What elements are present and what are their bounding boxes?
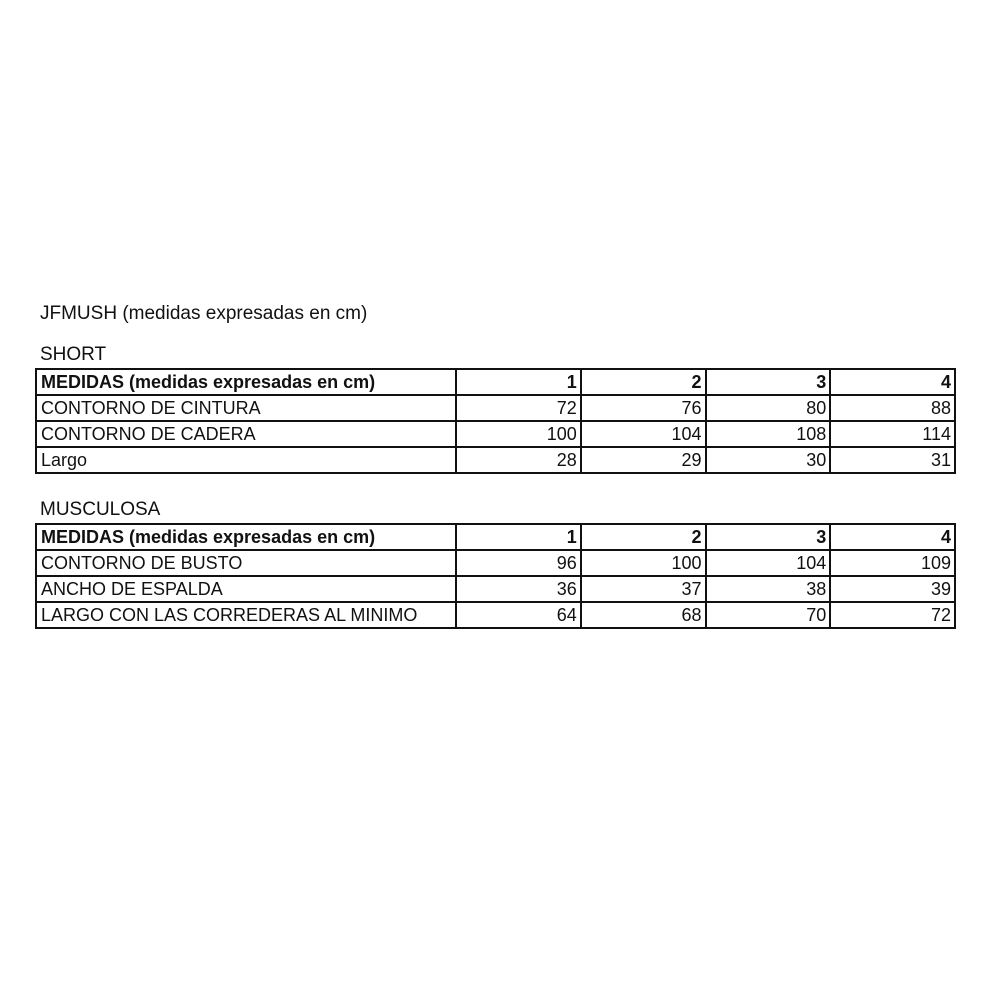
value-cell: 72 [830,602,955,628]
value-cell: 114 [830,421,955,447]
value-cell: 76 [581,395,706,421]
value-cell: 64 [456,602,581,628]
value-cell: 29 [581,447,706,473]
value-cell: 39 [830,576,955,602]
size-header-cell: 2 [581,524,706,550]
size-header-cell: 4 [830,369,955,395]
value-cell: 88 [830,395,955,421]
value-cell: 37 [581,576,706,602]
value-cell: 104 [581,421,706,447]
table-row [36,550,955,576]
value-cell: 68 [581,602,706,628]
size-header-cell: 3 [706,524,831,550]
value-cell: 36 [456,576,581,602]
row-label-cell: CONTORNO DE CADERA [36,421,456,447]
value-cell: 109 [830,550,955,576]
table-row [36,576,955,602]
value-cell: 28 [456,447,581,473]
table-header-row [36,369,955,395]
value-cell: 38 [706,576,831,602]
value-cell: 70 [706,602,831,628]
table-row [36,421,955,447]
table-row [36,602,955,628]
short-measurements-table [35,368,956,474]
row-label-cell: LARGO CON LAS CORREDERAS AL MINIMO [36,602,456,628]
row-label-cell: Largo [36,447,456,473]
size-header-cell: 1 [456,524,581,550]
size-header-cell: 3 [706,369,831,395]
table-row [36,395,955,421]
size-header-cell: 2 [581,369,706,395]
value-cell: 31 [830,447,955,473]
short-section-title: SHORT [40,344,107,365]
row-label-cell: CONTORNO DE CINTURA [36,395,456,421]
musculosa-section-title: MUSCULOSA [40,499,161,520]
header-label-cell: MEDIDAS (medidas expresadas en cm) [36,524,456,550]
value-cell: 96 [456,550,581,576]
table-row [36,447,955,473]
header-label-cell: MEDIDAS (medidas expresadas en cm) [36,369,456,395]
musculosa-measurements-table [35,523,956,629]
value-cell: 30 [706,447,831,473]
value-cell: 108 [706,421,831,447]
value-cell: 72 [456,395,581,421]
table-header-row [36,524,955,550]
value-cell: 80 [706,395,831,421]
document-title: JFMUSH (medidas expresadas en cm) [40,303,368,324]
value-cell: 104 [706,550,831,576]
value-cell: 100 [581,550,706,576]
size-header-cell: 1 [456,369,581,395]
row-label-cell: CONTORNO DE BUSTO [36,550,456,576]
value-cell: 100 [456,421,581,447]
size-header-cell: 4 [830,524,955,550]
row-label-cell: ANCHO DE ESPALDA [36,576,456,602]
